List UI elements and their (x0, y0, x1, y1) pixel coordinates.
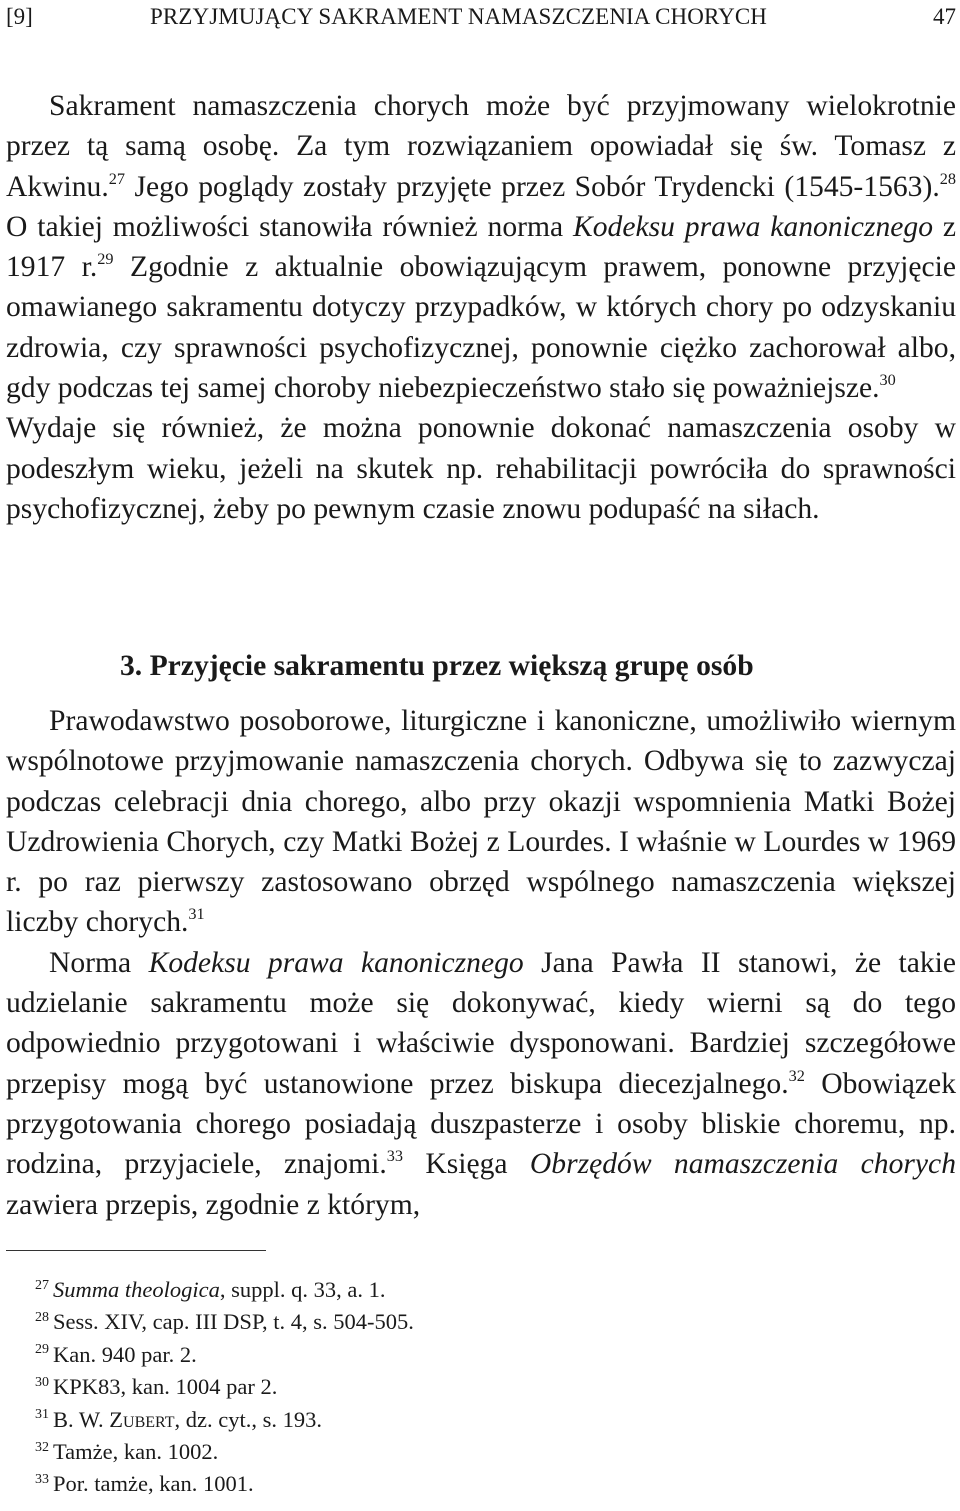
footnote-ref[interactable]: 33 (386, 1146, 404, 1166)
page-reference: [9] (6, 4, 33, 29)
running-title: PRZYJMUJĄCY SAKRAMENT NAMASZCZENIA CHORYCH (150, 4, 767, 29)
section-heading: 3. Przyjęcie sakramentu przez większą grupę osób (120, 650, 754, 682)
paragraph: Wydaje się również, że można ponownie dokonać namaszczenia osoby w podeszłym wieku, jeżeli na skutek np. rehabilitacji powróciła do sprawności psychofizycznej, żeby po pewnym czasie znowu podupaść na siłach. (6, 412, 956, 525)
footnote-separator (6, 1250, 266, 1251)
footnote-number: 29 (35, 1342, 49, 1358)
page-number: 47 (933, 4, 956, 29)
footnote-ref[interactable]: 29 (97, 248, 114, 268)
footnote-ref[interactable]: 32 (788, 1065, 805, 1085)
italic-title: Obrzędów namaszczenia chorych (529, 1148, 956, 1181)
footnote: $^{33}$ Por. tamże, kan. 1001. (35, 1471, 254, 1497)
footnote-ref[interactable]: 27 (108, 168, 126, 188)
italic-title: Kodeksu prawa kanonicznego (148, 946, 524, 979)
footnote-number: 27 (35, 1277, 49, 1293)
footnote: $^{28}$ Sess. XIV, cap. III DSP, t. 4, s. 504-505. (35, 1309, 414, 1335)
footnote-ref[interactable]: 28 (939, 168, 956, 188)
author-surname: Zubert (109, 1406, 175, 1432)
footnote-number: 28 (35, 1310, 49, 1326)
footnote-number: 32 (35, 1439, 49, 1455)
footnote: $^{32}$ Tamże, kan. 1002. (35, 1439, 219, 1465)
footnote: $^{29}$ Kan. 940 par. 2. (35, 1341, 197, 1367)
footnote-number: 33 (35, 1472, 49, 1488)
footnote-ref[interactable]: 31 (188, 904, 205, 924)
italic-title: Kodeksu prawa kanonicznego (573, 210, 933, 243)
section-2-text (6, 86, 956, 529)
paragraph: Sakrament namaszczenia chorych może być przyjmowany wielokrotnie przez tą samą osobę. Za tym rozwiązaniem opowiadał się św. Tomasz z Akwinu.$^{27}$ Jego poglądy zostały przyjęte przez Sobór Trydencki (1545-1563).$^{28}$ O takiej możliwości stanowiła również norma Kodeksu prawa kanonicznego z 1917 r.$^{29}$ Zgodnie z aktualnie obowiązującym prawem, ponowne przyjęcie omawianego sakramentu dotyczy przypadków, w których chory po odzyskaniu zdrowia, czy sprawności psychofizycznej, ponownie ciężko zachorował albo, gdy podczas tej samej choroby niebezpieczeństwo stało się poważniejsze.$^{30}$ (6, 90, 956, 405)
footnote-number: 30 (35, 1374, 49, 1390)
paragraph: Norma Kodeksu prawa kanonicznego Jana Pawła II stanowi, że takie udzielanie sakramentu może się dokonywać, kiedy wierni są do tego odpowiednio przygotowani i właściwie dysponowani. Bardziej szczegółowe przepisy mogą być ustanowione przez biskupa diecezjalnego.$^{32}$ Obowiązek przygotowania chorego posiadają duszpasterze i osoby bliskie choremu, np. rodzina, przyjaciele, znajomi.$^{33}$ Księga Obrzędów namaszczenia chorych zawiera przepis, zgodnie z którym, (6, 946, 957, 1221)
footnote-number: 31 (35, 1407, 49, 1423)
footnote: $^{30}$ KPK83, kan. 1004 par 2. (35, 1374, 278, 1400)
footnotes (35, 1274, 915, 1501)
page-header (6, 0, 956, 34)
section-3-text (6, 701, 956, 1225)
footnote: $^{31}$ B. W. Zubert, dz. cyt., s. 193. (35, 1406, 322, 1432)
paragraph: Prawodawstwo posoborowe, liturgiczne i kanoniczne, umożliwiło wiernym wspólnotowe przyjmowanie namaszczenia chorych. Odbywa się to zazwyczaj podczas celebracji dnia chorego, albo przy okazji wspomnienia Matki Bożej Uzdrowienia Chorych, czy Matki Bożej z Lourdes. I właśnie w Lourdes w 1969 r. po raz pierwszy zastosowano obrzęd wspólnego namaszczenia większej liczby chorych.$^{31}$ (6, 705, 956, 939)
footnote: $^{27}$ Summa theologica, suppl. q. 33, a. 1. (35, 1277, 386, 1302)
italic-title: Summa theologica (53, 1277, 220, 1302)
footnote-ref[interactable]: 30 (879, 369, 896, 389)
